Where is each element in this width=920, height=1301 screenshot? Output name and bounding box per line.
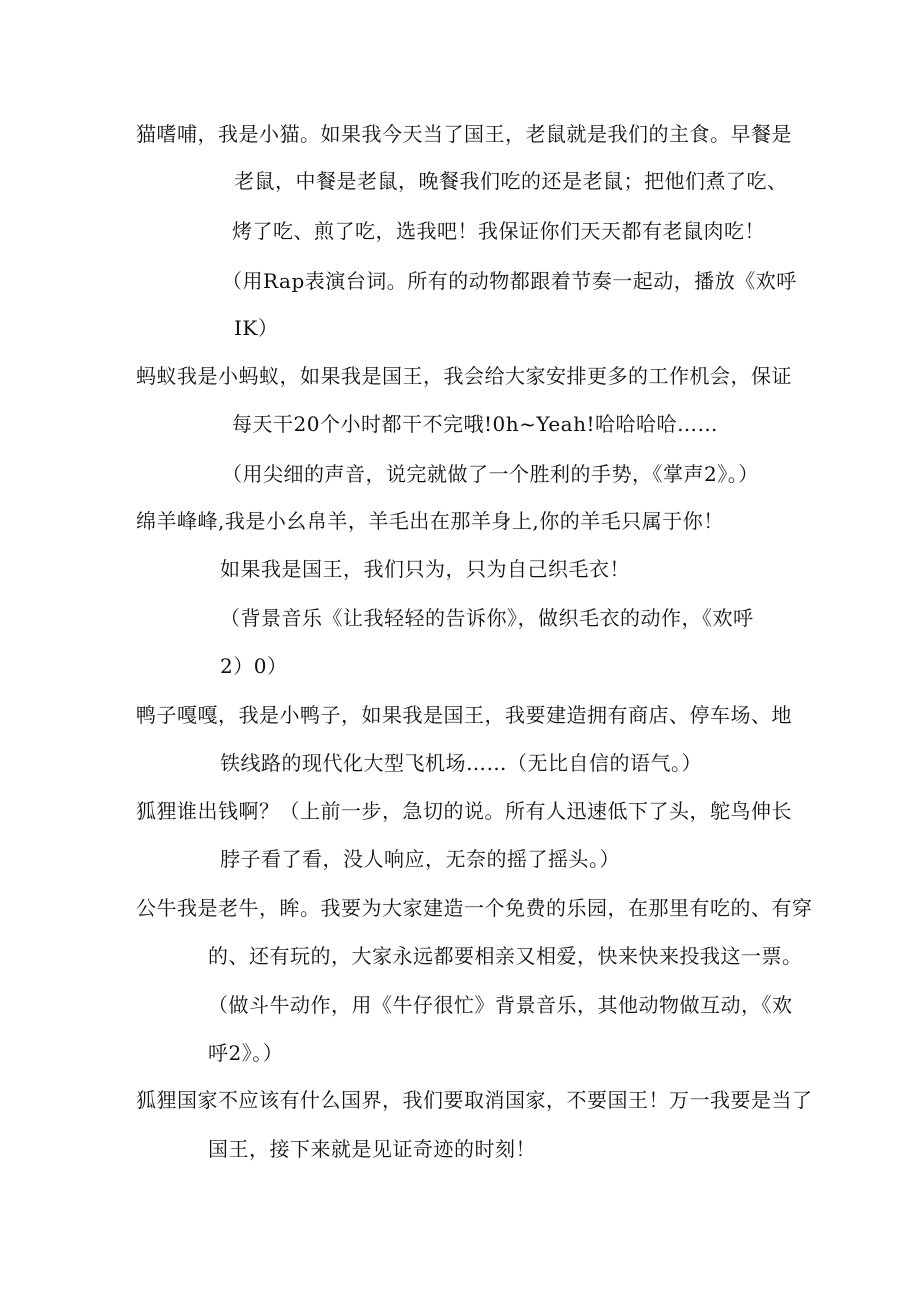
text-line: 脖子看了看，没人响应，无奈的摇了摇头。） (220, 847, 620, 871)
text-line: IK） (234, 316, 279, 340)
text-line: 的、还有玩的，大家永远都要相亲又相爱，快来快来投我这一票。 (208, 944, 803, 968)
text-line: 如果我是国王，我们只为，只为自己织毛衣！ (220, 557, 630, 581)
text-line: 呼2》。） (208, 1041, 284, 1065)
text-line: 烤了吃、煎了吃，选我吧！我保证你们天天都有老鼠肉吃！ (232, 219, 765, 243)
text-line: 狐狸国家不应该有什么国界，我们要取消国家，不要国王！万一我要是当了 (136, 1088, 813, 1112)
text-line: 铁线路的现代化大型飞机场……（无比自信的语气。） (220, 751, 702, 775)
text-line: 老鼠，中餐是老鼠，晚餐我们吃的还是老鼠；把他们煮了吃、 (234, 169, 788, 193)
text-line: 绵羊峰峰,我是小幺帛羊，羊毛出在那羊身上,你的羊毛只属于你！ (136, 509, 724, 533)
text-line: （做斗牛动作，用《牛仔很忙》背景音乐，其他动物做互动，《欢 (208, 993, 793, 1017)
text-line: 蚂蚁我是小蚂蚁，如果我是国王，我会给大家安排更多的工作机会，保证 (136, 364, 792, 388)
text-line: （用尖细的声音，说完就做了一个胜利的手势，《掌声2》。） (222, 462, 759, 486)
text-line: （背景音乐《让我轻轻的告诉你》，做织毛衣的动作，《欢呼 (220, 606, 754, 630)
text-line: 猫嗜哺，我是小猫。如果我今天当了国王，老鼠就是我们的主食。早餐是 (136, 122, 792, 146)
text-line: （用Rap表演台词。所有的动物都跟着节奏一起动，播放《欢呼 (222, 269, 797, 293)
text-line: 狐狸谁出钱啊？（上前一步，急切的说。所有人迅速低下了头，鸵鸟伸长 (136, 799, 792, 823)
text-line: 每天干20个小时都干不完哦!0h~Yeah!哈哈哈哈…… (232, 412, 718, 436)
text-line: 2）0） (220, 654, 288, 678)
text-line: 公牛我是老牛，眸。我要为大家建造一个免费的乐园，在那里有吃的、有穿 (136, 896, 813, 920)
text-line: 鸭子嘎嘎，我是小鸭子，如果我是国王，我要建造拥有商店、停车场、地 (136, 703, 792, 727)
text-line: 国王，接下来就是见证奇迹的时刻！ (208, 1137, 536, 1161)
